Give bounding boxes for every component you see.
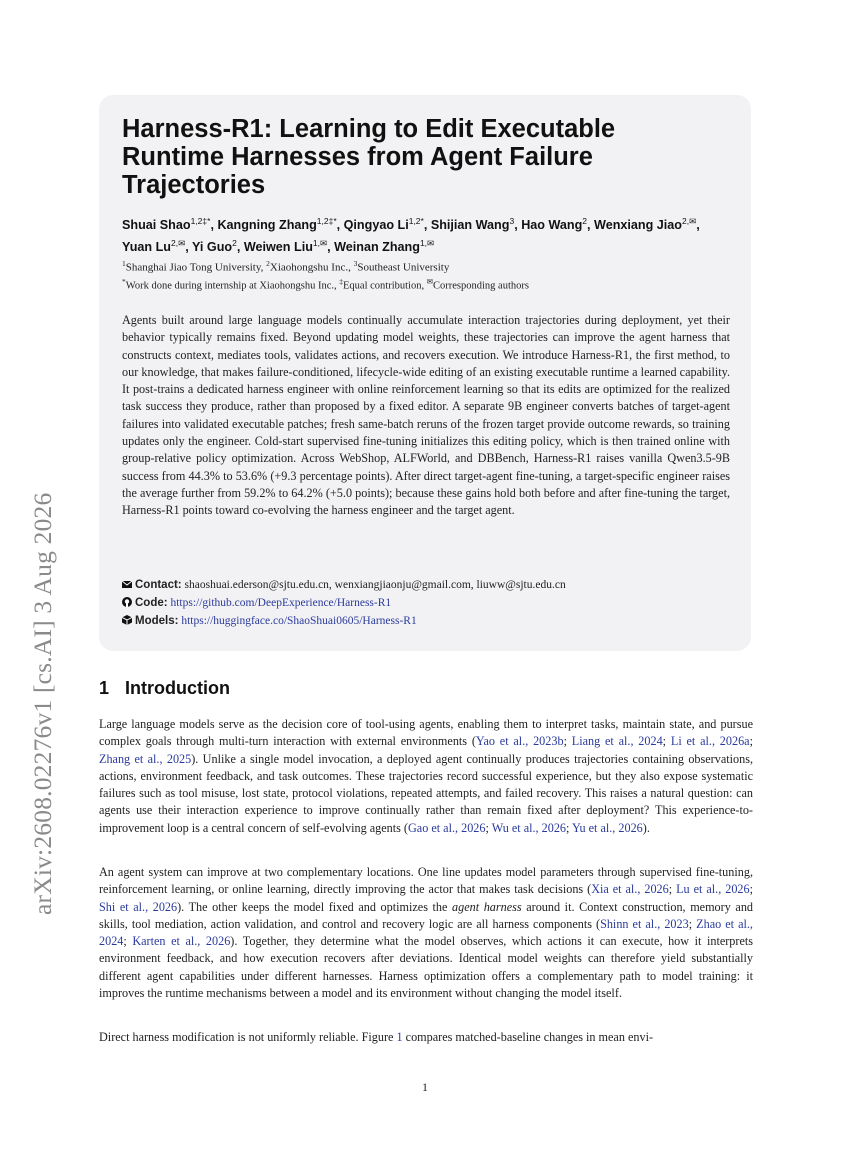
citation-link[interactable]: Shinn et al., 2023 bbox=[600, 916, 689, 931]
citation-link[interactable]: Zhao et al., 2024 bbox=[99, 916, 753, 949]
author-affil-sup: 2,✉ bbox=[170, 238, 186, 249]
author-name: Weiwen Liu$^{1,✉}$ bbox=[243, 238, 328, 255]
author-name: Weinan Zhang$^{1,✉}$ bbox=[334, 238, 435, 255]
section-number: 1 bbox=[99, 678, 110, 698]
author-affil-sup: 2,✉ bbox=[681, 216, 697, 226]
affil-1: Shanghai Jiao Tong University, bbox=[125, 261, 267, 274]
note-sup-equal: ‡ bbox=[339, 277, 343, 286]
github-icon bbox=[122, 597, 132, 607]
citation-link[interactable]: Gao et al., 2026 bbox=[407, 820, 486, 835]
models-row bbox=[122, 612, 722, 630]
envelope-icon bbox=[122, 579, 132, 589]
emphasis-text: agent harness bbox=[452, 899, 522, 914]
paper-title: Harness-R1: Learning to Edit Executable Runtime Harnesses from Agent Failure Trajectories bbox=[122, 115, 616, 199]
author-affil-sup: 3 bbox=[509, 216, 515, 226]
affil-sup-1: 1 bbox=[122, 259, 126, 268]
author-affil-sup: 2 bbox=[232, 238, 237, 249]
citation-link[interactable]: Yao et al., 2023b bbox=[475, 734, 564, 749]
page-number: 1 bbox=[422, 1080, 428, 1094]
author-name: Kangning Zhang$^{1,2\ddagger*}$ bbox=[217, 216, 337, 233]
section-heading bbox=[99, 678, 230, 699]
arxiv-stamp bbox=[20, 425, 65, 915]
section-title-text: Introduction bbox=[125, 678, 230, 698]
arxiv-stamp-text: arXiv:2608.02276v1 [cs.AI] 3 Aug 2026 bbox=[28, 492, 57, 915]
citation-link[interactable]: Xia et al., 2026 bbox=[591, 882, 669, 897]
cube-icon bbox=[122, 615, 132, 625]
author-name: Shijian Wang$^3$ bbox=[430, 216, 515, 233]
author-affil-sup: 1,2* bbox=[408, 216, 424, 226]
citation-link[interactable]: Liang et al., 2024 bbox=[571, 734, 663, 749]
author-name: Wenxiang Jiao$^{2,✉}$ bbox=[594, 216, 697, 233]
citation-link[interactable]: Yu et al., 2026 bbox=[572, 820, 643, 835]
author-affil-sup: 1,✉ bbox=[419, 238, 435, 249]
affil-sup-2: 2 bbox=[266, 259, 270, 268]
author-affil-sup: 1,2‡* bbox=[190, 216, 211, 226]
links-block bbox=[122, 576, 722, 630]
citation-link[interactable]: Shi et al., 2026 bbox=[99, 899, 178, 914]
author-notes bbox=[122, 275, 722, 294]
citation-link[interactable]: 1 bbox=[396, 1030, 403, 1044]
citation-link[interactable]: Wu et al., 2026 bbox=[491, 820, 567, 835]
code-link[interactable]: https://github.com/DeepExperience/Harness-R1 bbox=[170, 597, 392, 609]
intro-paragraph-2: An agent system can improve at two complementary locations. One line updates model parameters through supervised fine-tuning, reinforcement learning, or online learning, directly improving the actor that makes task decisions (Xia et al., 2026; Lu et al., 2026; Shi et al., 2026). The other keeps the model fixed and optimizes the agent harness around it. Context construction, memory and skills, tool mediation, action validation, and control and recovery logic are all harness components (Shinn et al., 2023; Zhao et al., 2024; Karten et al., 2026). Together, they determine what the model observes, which actions it can execute, how it interprets environment feedback, and how execution recovers after deviations. Identical model weights can therefore yield substantially different agent capabilities under different harnesses. Harness optimization offers a complementary path to model training: it improves the runtime mechanisms between a model and its environment without changing the model itself. bbox=[99, 865, 754, 1001]
affil-3: Southeast University bbox=[357, 261, 450, 274]
citation-link[interactable]: Zhang et al., 2025 bbox=[99, 751, 192, 766]
note-sup-corr: ✉ bbox=[426, 277, 433, 286]
affiliations bbox=[122, 257, 722, 275]
note-work: Work done during internship at Xiaohongshu Inc., bbox=[125, 280, 340, 292]
models-label: Models: bbox=[135, 615, 179, 627]
author-name: Qingyao $Li^{1,2*}$ bbox=[343, 216, 424, 233]
contact-value[interactable]: shaoshuai.ederson@sjtu.edu.cn, wenxiangjiaonju@gmail.com, liuww@sjtu.edu.cn bbox=[184, 579, 566, 591]
author-affil-sup: 2 bbox=[582, 216, 588, 226]
author-name: Yuan $Lu^{2,✉}$ bbox=[122, 238, 186, 255]
author-name: Hao Wang$^2$ bbox=[521, 216, 588, 233]
contact-label: Contact: bbox=[135, 579, 182, 591]
intro-paragraph-1: Large language models serve as the decision core of tool-using agents, enabling them to interpret tasks, maintain state, and pursue complex goals through multi-turn interaction with external environments (Yao et al., 2023b; Liang et al., 2024; Li et al., 2026a; Zhang et al., 2025). Unlike a single model invocation, a deployed agent continually produces trajectories containing observations, actions, environment feedback, and task outcomes. These trajectories record successful experience, but they also expose systematic failures such as tool misuse, lost state, protocol violations, repeated attempts, and failed recovery. This raises a natural question: can agents use their interaction experience to improve continually rather than remain fixed after deployment? This experience-to-improvement loop is a central concern of self-evolving agents (Gao et al., 2026; Wu et al., 2026; Yu et al., 2026). bbox=[99, 717, 753, 835]
abstract: Agents built around large language models continually accumulate interaction trajectories during deployment, yet their behavior typically remains fixed. Beyond updating model weights, these trajectories can improve the agent harness that constructs context, mediates tools, validates actions, and recovers execution. We introduce Harness-R1, the first method, to our knowledge, that makes failure-conditioned, lifecycle-wide editing of an existing executable runtime a learned capability. It post-trains a dedicated harness engineer with online reinforcement learning so that its edits are optimized for the realized task success they produce, rather than proposed by a fixed editor. A separate 9B engineer converts batches of target-agent failures into validated executable patches; fresh same-batch reruns of the frozen target provide outcome rewards, so training updates only the engineer. Cold-start supervised fine-tuning initializes this editing policy, which is then trained online with group-relative policy optimization. Across WebShop, ALFWorld, and DBBench, Harness-R1 raises vanilla Qwen3.5-9B success from 44.3% to 53.6% (+9.3 percentage points). After direct target-agent fine-tuning, a target-specific engineer raises the average further from 59.2% to 64.2% (+5.0 points); because these gains hold both before and after fine-tuning the target, Harness-R1 points toward co-evolving the harness engineer and the target agent. bbox=[122, 313, 730, 518]
author-name: Yi Guo$^2$ bbox=[191, 238, 237, 255]
author-list: Shuai Shao$^{1,2\ddagger*}$, Kangning Zhang$^{1,2\ddagger*}$, Qingyao $Li^{1,2*}$, Shijian Wang$^3$, Hao Wang$^2$, Wenxiang Jiao$^{2,✉}$, Yuan $Lu^{2,✉}$, Yi Guo$^2$, Weiwen Liu$^{1,✉}$, Weinan Zhang$^{1,✉}$ bbox=[122, 216, 700, 255]
author-name: Shuai Shao$^{1,2\ddagger*}$ bbox=[122, 216, 211, 233]
intro-paragraph-3: Direct harness modification is not uniformly reliable. Figure 1 compares matched-baseline changes in mean envi- bbox=[99, 1030, 654, 1044]
note-sup-work: * bbox=[122, 277, 126, 286]
note-equal: Equal contribution, bbox=[343, 280, 427, 292]
citation-link[interactable]: Li et al., 2026a bbox=[670, 734, 750, 749]
author-affil-sup: 1,✉ bbox=[312, 238, 328, 249]
author-affil-sup: 1,2‡* bbox=[316, 216, 337, 226]
contact-row bbox=[122, 576, 722, 594]
code-label: Code: bbox=[135, 597, 168, 609]
affil-2: Xiaohongshu Inc., bbox=[269, 261, 354, 274]
affil-sup-3: 3 bbox=[353, 259, 358, 268]
models-link[interactable]: https://huggingface.co/ShaoShuai0605/Harness-R1 bbox=[181, 615, 417, 627]
note-corr: Corresponding authors bbox=[433, 280, 529, 292]
citation-link[interactable]: Karten et al., 2026 bbox=[132, 934, 231, 949]
citation-link[interactable]: Lu et al., 2026 bbox=[676, 882, 750, 897]
code-row bbox=[122, 594, 722, 612]
